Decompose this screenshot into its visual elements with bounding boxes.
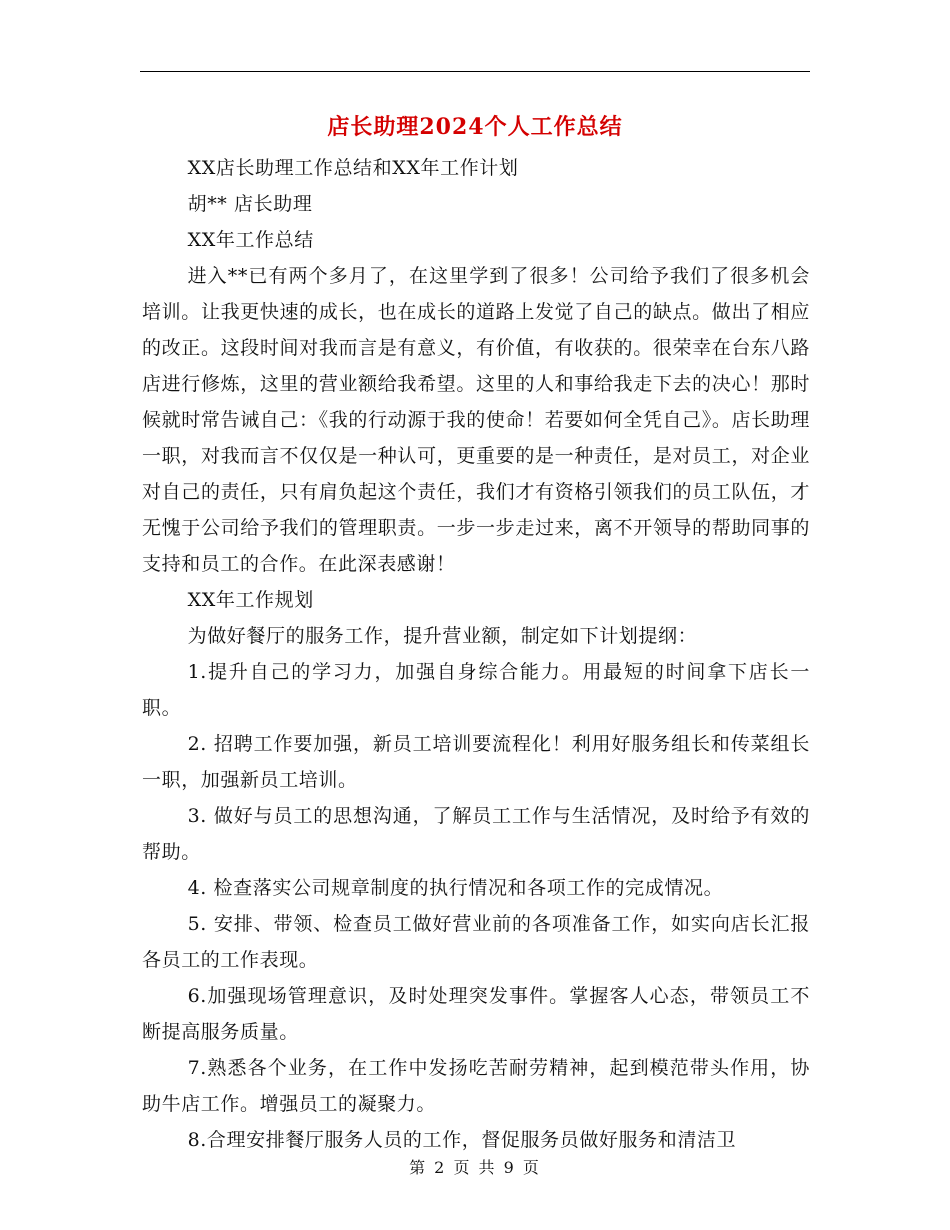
plan-item-7: 7.熟悉各个业务，在工作中发扬吃苦耐劳精神，起到模范带头作用，协助牛店工作。增强员工的凝聚力。	[142, 1057, 810, 1115]
plan-item-5: 5. 安排、带领、检查员工做好营业前的各项准备工作，如实向店长汇报各员工的工作表现。	[142, 913, 810, 971]
page-number: 第 2 页 共 9 页	[409, 1158, 541, 1177]
section-heading-summary: XX年工作总结	[187, 229, 314, 251]
header-rule	[140, 71, 810, 72]
plan-item-8: 8.合理安排餐厅服务人员的工作，督促服务员做好服务和清洁卫	[187, 1129, 737, 1151]
plan-item-4: 4. 检查落实公司规章制度的执行情况和各项工作的完成情况。	[187, 877, 724, 899]
plan-item-6: 6.加强现场管理意识，及时处理突发事件。掌握客人心态，带领员工不断提高服务质量。	[142, 985, 810, 1043]
plan-item-2: 2. 招聘工作要加强，新员工培训要流程化！利用好服务组长和传菜组长一职，加强新员工培训。	[142, 733, 810, 791]
author-line: 胡** 店长助理	[187, 193, 313, 215]
plan-item-1: 1.提升自己的学习力，加强自身综合能力。用最短的时间拿下店长一职。	[142, 661, 810, 719]
document-title: 店长助理2024个人工作总结	[327, 114, 623, 140]
subtitle-line: XX店长助理工作总结和XX年工作计划	[187, 157, 519, 179]
summary-paragraph: 进入**已有两个多月了，在这里学到了很多！公司给予我们了很多机会培训。让我更快速的成长，也在成长的道路上发觉了自己的缺点。做出了相应的改正。这段时间对我而言是有意义，有价值，有收获的。很荣幸在台东八路店进行修炼，这里的营业额给我希望。这里的人和事给我走下去的决心！那时候就时常告诫自己：《我的行动源于我的使命！若要如何全凭自己》。店长助理一职，对我而言不仅仅是一种认可，更重要的是一种责任，是对员工，对企业对自己的责任，只有肩负起这个责任，我们才有资格引领我们的员工队伍，才无愧于公司给予我们的管理职责。一步一步走过来，离不开领导的帮助同事的支持和员工的合作。在此深表感谢！	[142, 265, 810, 575]
section-heading-plan: XX年工作规划	[187, 589, 314, 611]
plan-item-3: 3. 做好与员工的思想沟通，了解员工工作与生活情况，及时给予有效的帮助。	[142, 805, 810, 863]
document-body	[142, 150, 810, 1158]
plan-intro: 为做好餐厅的服务工作，提升营业额，制定如下计划提纲：	[187, 625, 698, 647]
